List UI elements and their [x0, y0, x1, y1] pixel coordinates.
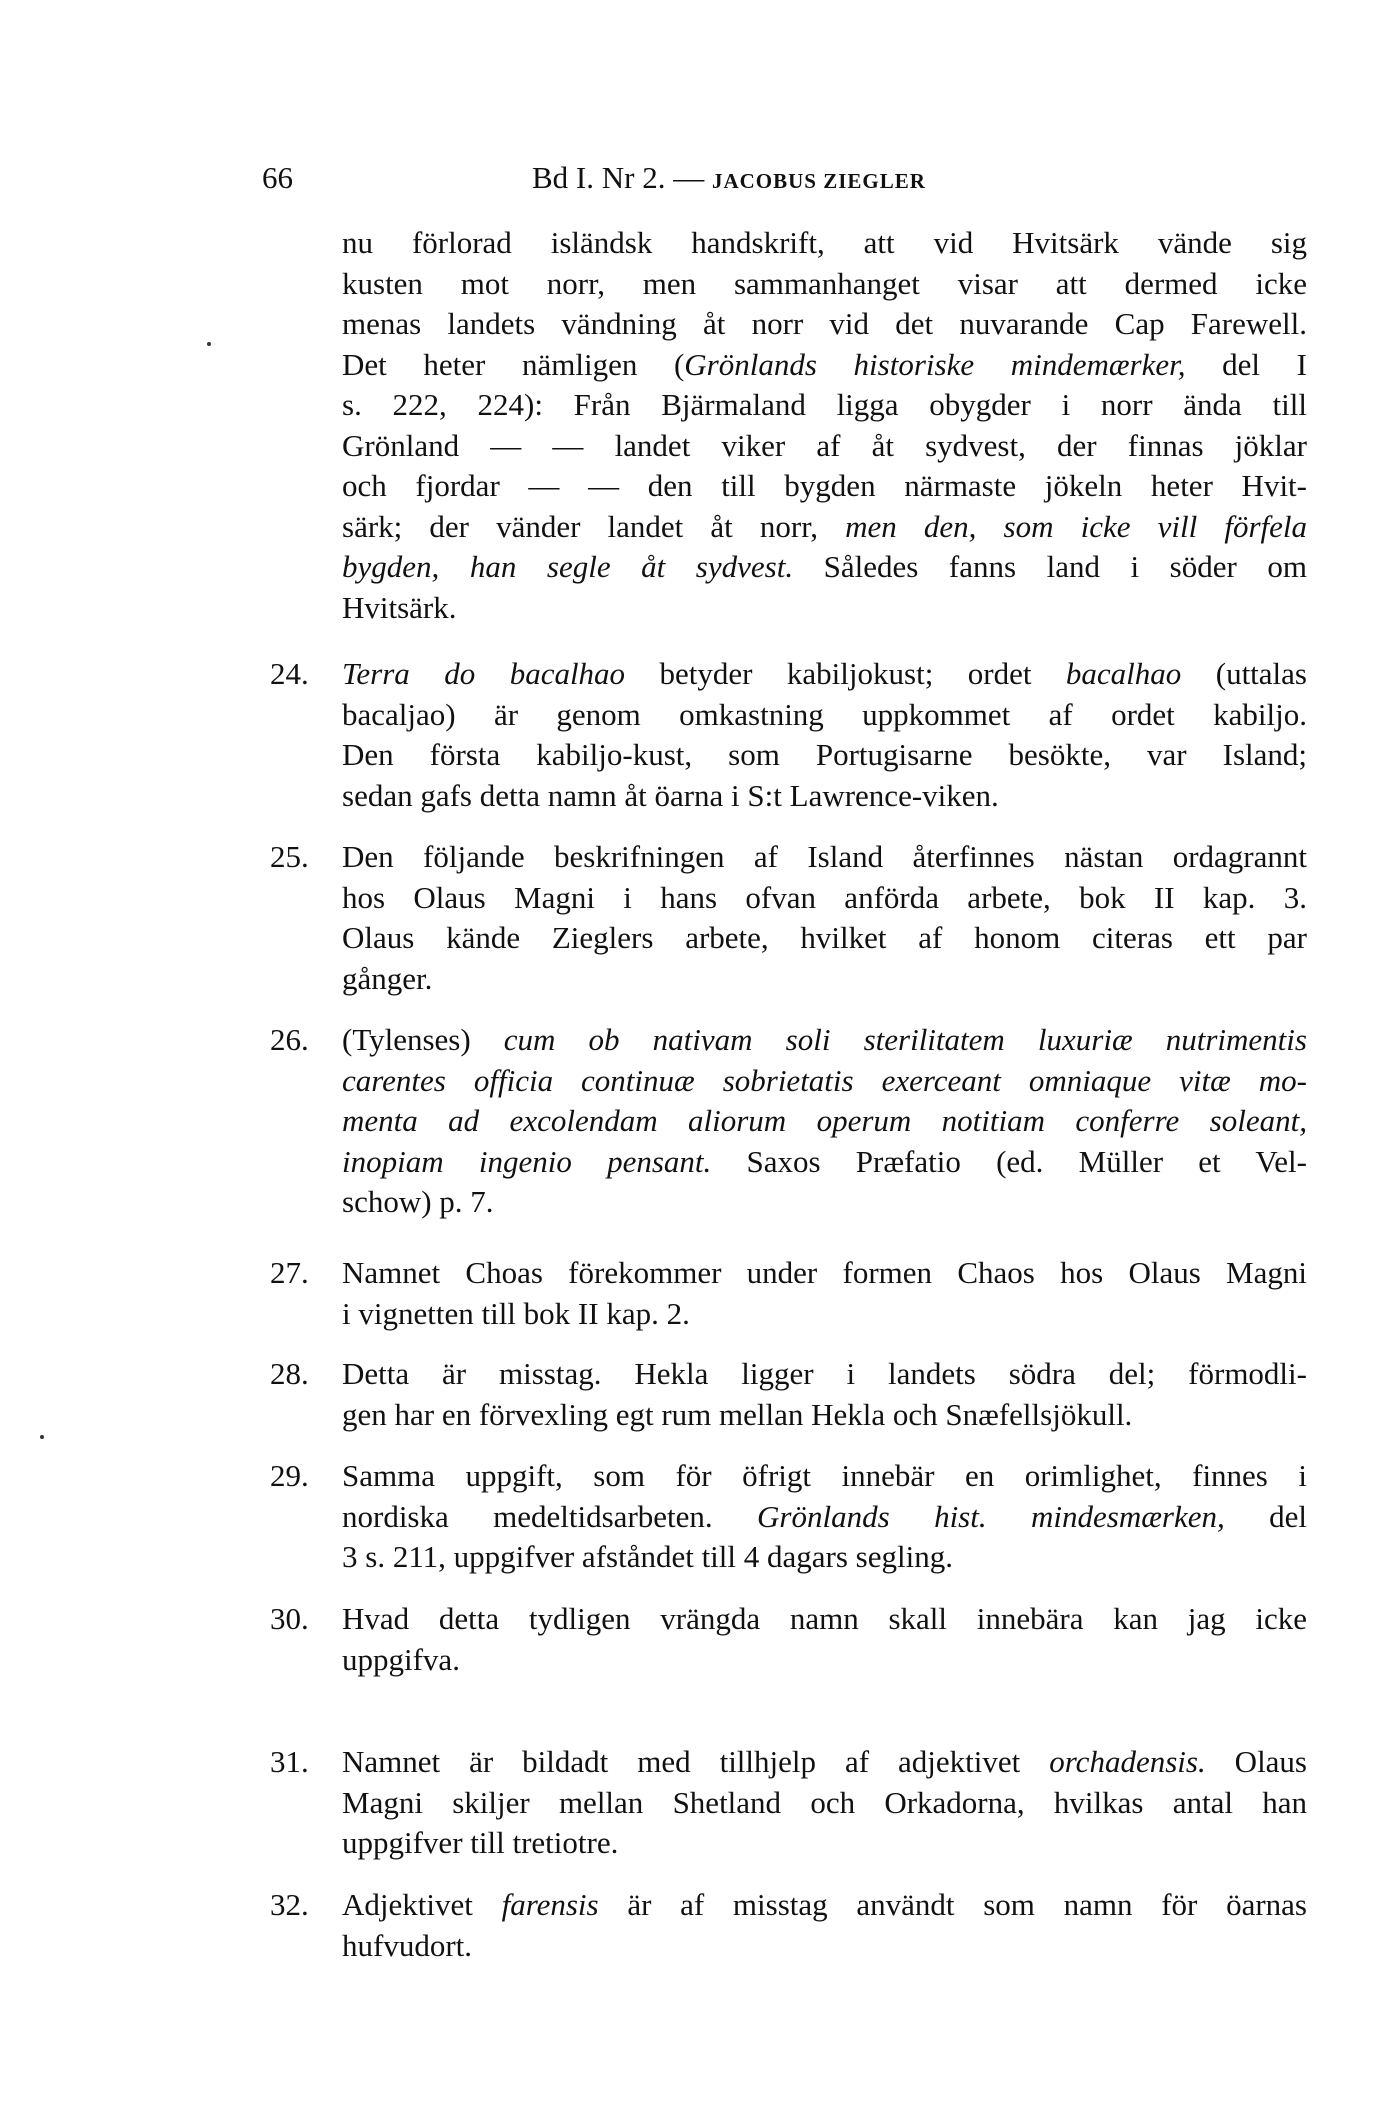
- text-line: [342, 345, 1307, 386]
- text-run: nu förlorad isländsk handskrift, att vid Hvitsärk vände sig: [342, 225, 1307, 260]
- text-run: särk; der vänder landet åt norr,: [342, 508, 846, 544]
- note-text: [342, 1253, 1307, 1334]
- note-number: 32.: [270, 1887, 309, 1922]
- text-run: del I: [1185, 346, 1307, 382]
- text-run: schow) p. 7.: [342, 1184, 494, 1219]
- text-run: och fjordar — — den till bygden närmaste jökeln heter Hvit-: [342, 468, 1307, 503]
- text-line: [342, 1783, 1307, 1824]
- text-run: Således fanns land i söder om: [793, 549, 1307, 584]
- text-line: [342, 1823, 1307, 1864]
- note-number: 26.: [270, 1022, 309, 1057]
- text-run: nordiska medeltidsarbeten.: [342, 1498, 758, 1534]
- text-line: [342, 304, 1307, 345]
- text-line: [342, 776, 1307, 817]
- text-run: kusten mot norr, men sammanhanget visar att dermed icke: [342, 265, 1307, 301]
- italic-run: menta ad excolendam aliorum operum notitiam conferre soleant,: [342, 1103, 1307, 1138]
- text-run: Hvad detta tydligen vrängda namn skall innebära kan jag icke: [342, 1601, 1307, 1636]
- text-run: Olaus kände Zieglers arbete, hvilket af honom citeras ett par: [342, 920, 1307, 955]
- text-line: [342, 547, 1307, 588]
- text-run: (uttalas: [1181, 656, 1307, 691]
- text-line: [342, 466, 1307, 507]
- scan-speck: [207, 342, 211, 346]
- text-line: [342, 959, 1307, 1000]
- text-line: [342, 654, 1307, 695]
- text-line: [342, 264, 1307, 305]
- italic-run: Grönlands hist. mindesmærken,: [757, 1498, 1225, 1534]
- note-text: [342, 1456, 1307, 1578]
- text-line: [342, 1497, 1307, 1538]
- text-run: Grönland — — landet viker af åt sydvest, der finnas jöklar: [342, 427, 1307, 463]
- running-head-author: JACOBUS ZIEGLER: [711, 169, 926, 193]
- text-line: [342, 1742, 1307, 1783]
- note-text: [342, 1020, 1307, 1223]
- italic-run: bygden, han segle åt sydvest.: [342, 549, 794, 584]
- text-run: (Tylenses): [342, 1022, 504, 1057]
- text-line: [342, 1101, 1307, 1142]
- text-line: [342, 1182, 1307, 1223]
- text-run: betyder kabiljokust; ordet: [625, 656, 1066, 691]
- italic-run: bacalhao: [1065, 656, 1182, 691]
- text-run: Den första kabiljo-kust, som Portugisarne besökte, var Island;: [342, 737, 1307, 772]
- text-line: [342, 588, 1307, 629]
- note-text: [342, 223, 1307, 628]
- text-run: Hvitsärk.: [342, 589, 457, 625]
- text-line: [342, 1253, 1307, 1294]
- italic-run: Terra do bacalhao: [342, 656, 626, 691]
- text-line: [342, 1294, 1307, 1335]
- text-line: [342, 385, 1307, 426]
- text-run: sedan gafs detta namn åt öarna i S:t Lawrence-viken.: [342, 777, 999, 813]
- note-number: 25.: [270, 839, 309, 874]
- text-run: menas landets vändning åt norr vid det nuvarande Cap Farewell.: [342, 306, 1307, 341]
- note-number: 27.: [270, 1255, 309, 1290]
- text-line: [342, 1640, 1307, 1681]
- text-run: s. 222, 224): Från Bjärmaland ligga obygder i norr ända till: [342, 387, 1307, 422]
- text-line: [342, 1537, 1307, 1578]
- note-number: 28.: [270, 1356, 309, 1391]
- text-line: [342, 1354, 1307, 1395]
- text-line: [342, 426, 1307, 467]
- text-run: är af misstag användt som namn för öarnas: [598, 1887, 1307, 1922]
- text-run: Detta är misstag. Hekla ligger i landets södra del; förmodli-: [342, 1356, 1307, 1391]
- italic-run: farensis: [501, 1887, 599, 1922]
- text-run: uppgifva.: [342, 1641, 460, 1677]
- text-line: [342, 695, 1307, 736]
- text-run: uppgifver till tretiotre.: [342, 1825, 619, 1860]
- running-head-volume: Bd I. Nr 2. —: [532, 160, 705, 195]
- scan-speck: [40, 1435, 44, 1439]
- text-run: gånger.: [342, 960, 433, 996]
- text-line: [342, 878, 1307, 919]
- note-text: [342, 1354, 1307, 1435]
- text-line: [342, 918, 1307, 959]
- text-run: Samma uppgift, som för öfrigt innebär en orimlighet, finnes i: [342, 1458, 1307, 1493]
- italic-run: inopiam ingenio pensant.: [342, 1143, 712, 1179]
- text-line: [342, 1926, 1307, 1967]
- text-line: [342, 1599, 1307, 1640]
- note-text: [342, 1885, 1307, 1966]
- text-run: Det heter nämligen (: [342, 346, 685, 382]
- text-line: [342, 1456, 1307, 1497]
- text-run: 3 s. 211, uppgifver afståndet till 4 dagars segling.: [342, 1539, 953, 1574]
- text-line: [342, 837, 1307, 878]
- running-head: [532, 160, 926, 196]
- text-run: Den följande beskrifningen af Island återfinnes nästan ordagrannt: [342, 839, 1307, 874]
- text-line: [342, 1142, 1307, 1183]
- note-number: 30.: [270, 1601, 309, 1636]
- note-text: [342, 1742, 1307, 1864]
- text-run: Saxos Præfatio (ed. Müller et Vel-: [711, 1143, 1307, 1179]
- text-run: del: [1224, 1498, 1308, 1534]
- italic-run: orchadensis.: [1049, 1744, 1206, 1779]
- text-run: Namnet Choas förekommer under formen Chaos hos Olaus Magni: [342, 1255, 1307, 1290]
- note-number: 29.: [270, 1458, 309, 1493]
- note-text: [342, 1599, 1307, 1680]
- page-header: [262, 160, 1312, 200]
- text-run: gen har en förvexling egt rum mellan Hekla och Snæfellsjökull.: [342, 1396, 1133, 1432]
- text-run: Adjektivet: [342, 1887, 502, 1922]
- text-line: [342, 507, 1307, 548]
- text-line: [342, 1061, 1307, 1102]
- text-run: hufvudort.: [342, 1927, 473, 1963]
- note-text: [342, 837, 1307, 999]
- text-run: Magni skiljer mellan Shetland och Orkadorna, hvilkas antal han: [342, 1784, 1307, 1820]
- page-number: 66: [262, 160, 293, 195]
- italic-run: Grönlands historiske mindemærker,: [684, 346, 1186, 382]
- text-line: [342, 735, 1307, 776]
- italic-run: cum ob nativam soli sterilitatem luxuriæ nutrimentis: [503, 1022, 1307, 1057]
- italic-run: men den, som icke vill förfela: [845, 508, 1307, 544]
- text-line: [342, 1020, 1307, 1061]
- text-line: [342, 223, 1307, 264]
- text-run: Olaus: [1205, 1744, 1308, 1779]
- note-number: 24.: [270, 656, 309, 691]
- text-run: i vignetten till bok II kap. 2.: [342, 1295, 690, 1331]
- text-run: hos Olaus Magni i hans ofvan anförda arbete, bok II kap. 3.: [342, 879, 1307, 915]
- text-line: [342, 1395, 1307, 1436]
- text-line: [342, 1885, 1307, 1926]
- text-run: Namnet är bildadt med tillhjelp af adjektivet: [342, 1744, 1050, 1779]
- text-run: bacaljao) är genom omkastning uppkommet af ordet kabiljo.: [342, 696, 1307, 732]
- italic-run: carentes officia continuæ sobrietatis exerceant omniaque vitæ mo-: [342, 1062, 1307, 1098]
- note-number: 31.: [270, 1744, 309, 1779]
- note-text: [342, 654, 1307, 816]
